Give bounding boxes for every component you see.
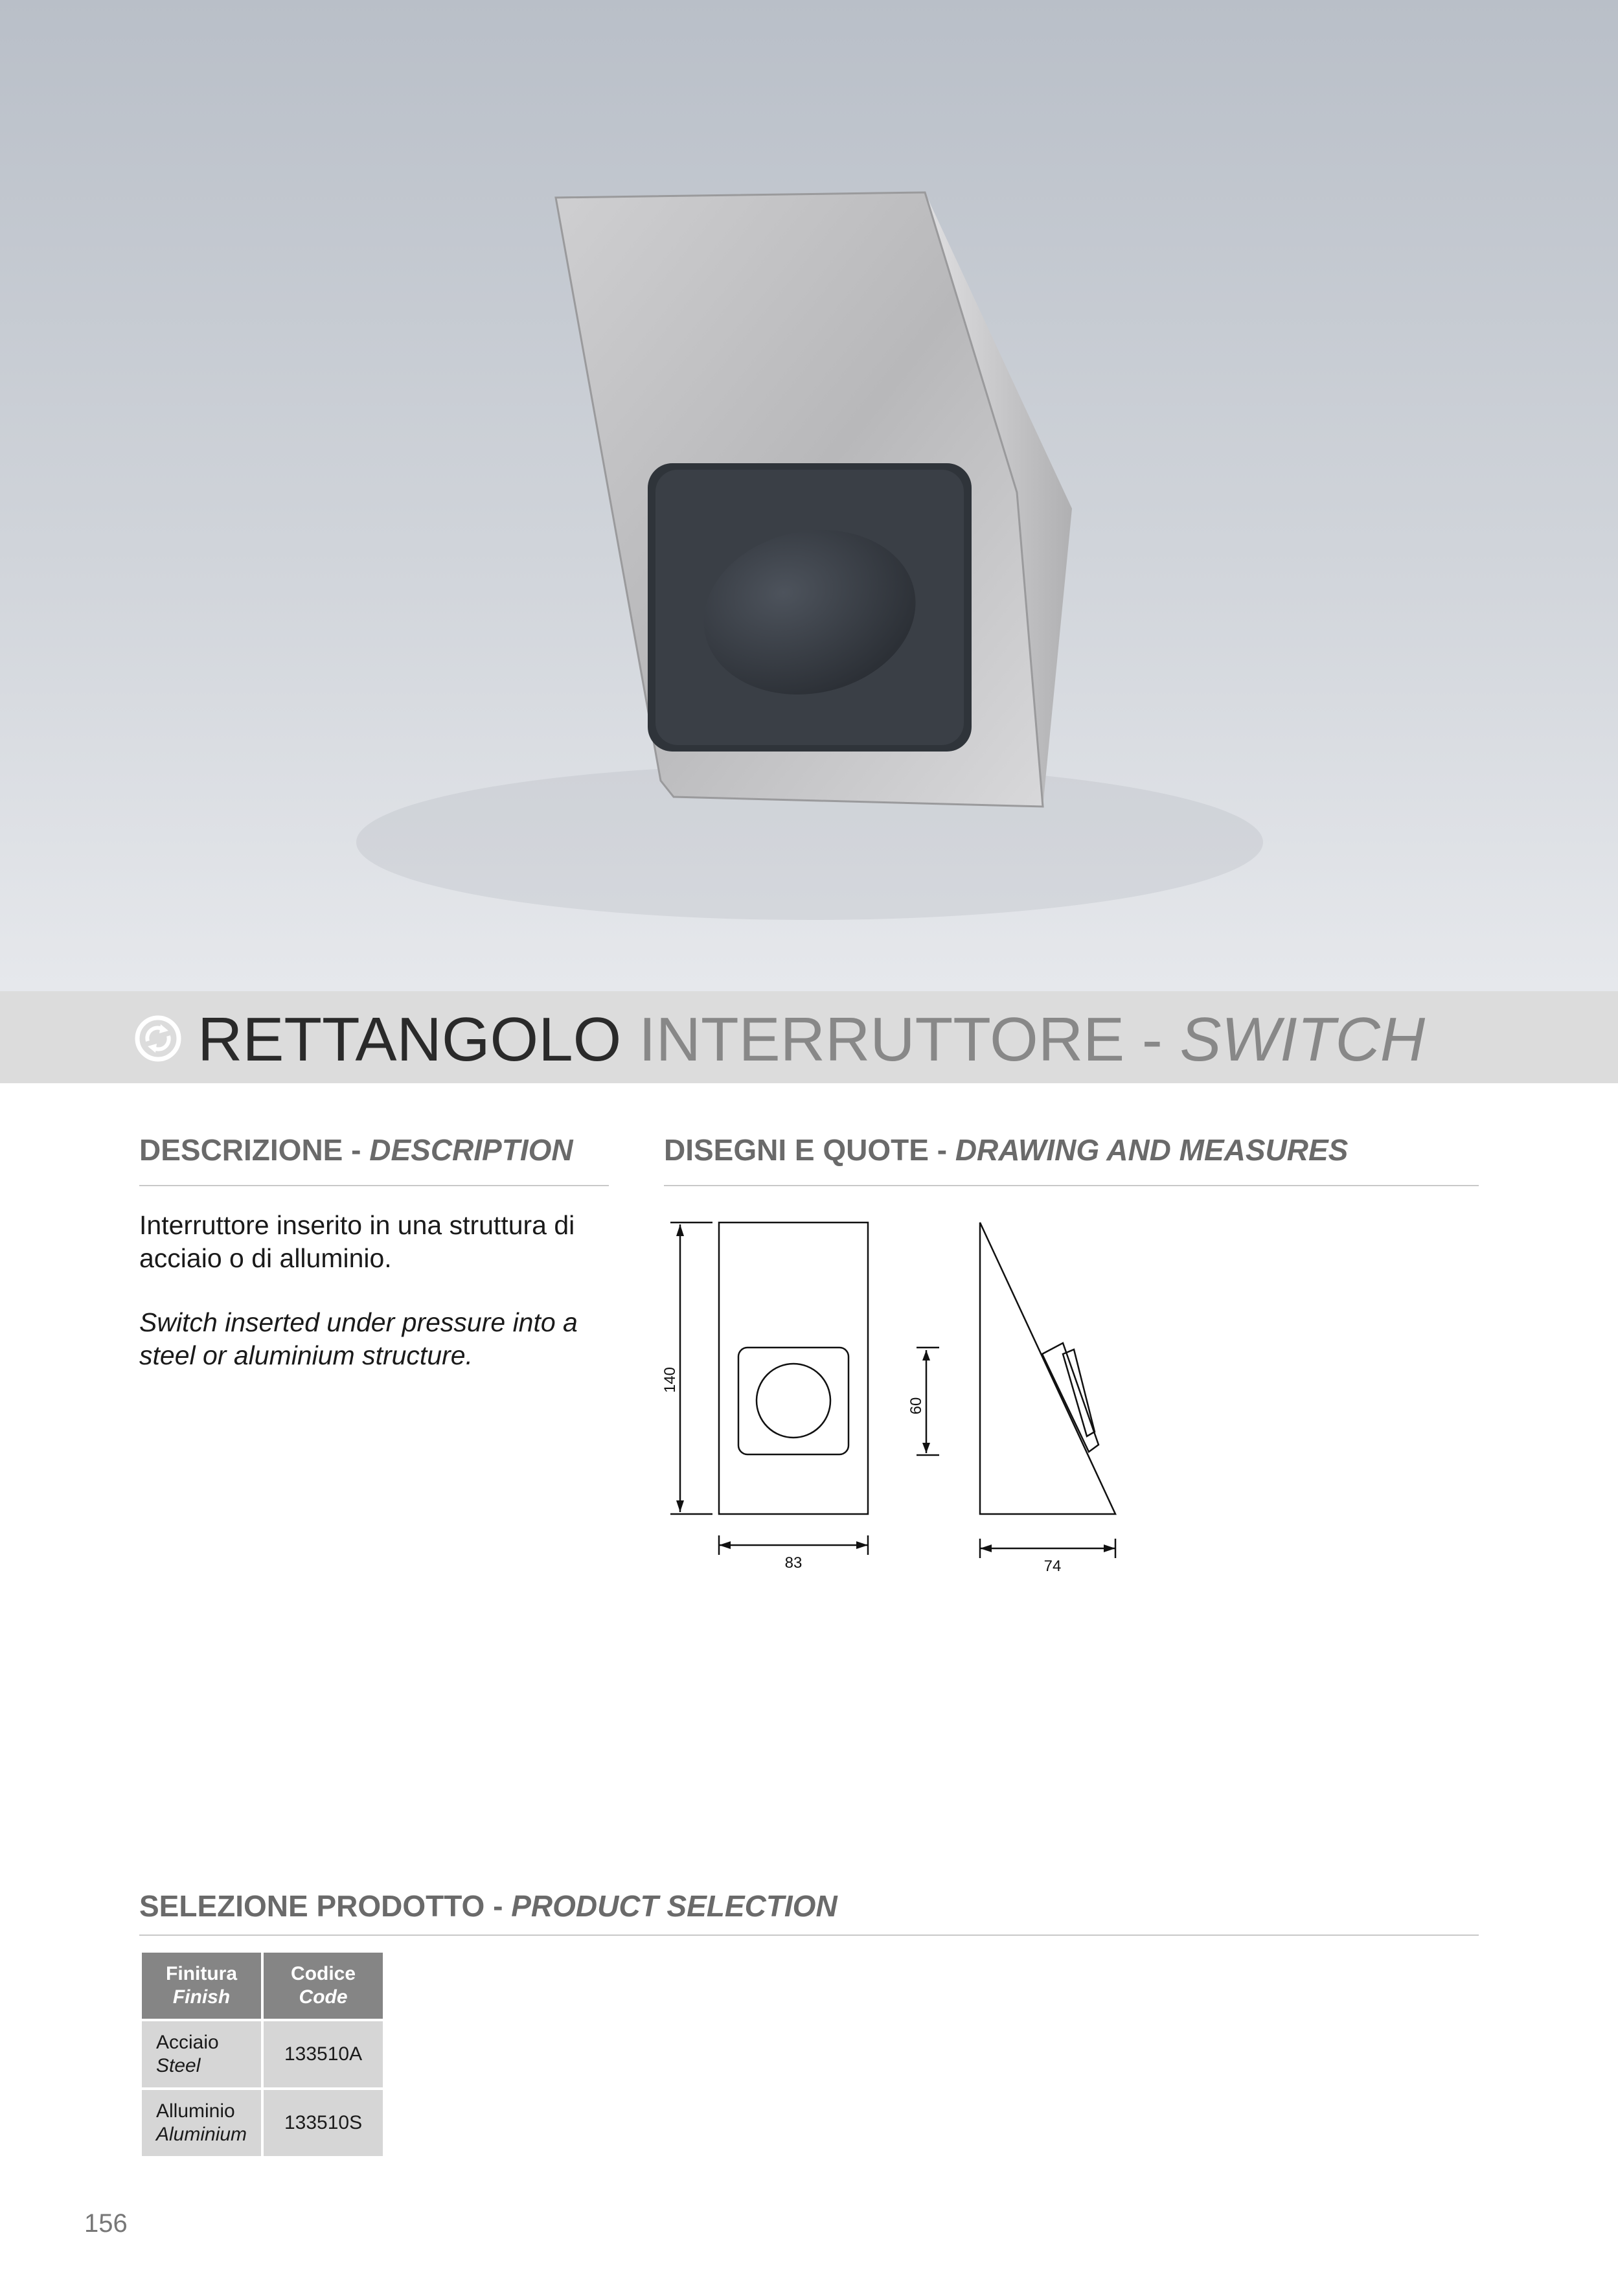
drawing-heading (664, 1131, 1348, 1169)
recycle-arrows-icon (135, 1015, 181, 1062)
row-finish (142, 2021, 261, 2087)
header-finish (142, 1953, 261, 2019)
selection-heading (139, 1887, 837, 1925)
row-code: 133510S (264, 2090, 383, 2156)
row-finish (142, 2090, 261, 2156)
title-part3: SWITCH (1179, 1005, 1426, 1074)
finish-it: Alluminio (156, 2100, 235, 2122)
product-table (139, 1950, 385, 2159)
description-rule (139, 1185, 609, 1186)
drawing-rule (664, 1185, 1479, 1186)
finish-it: Acciaio (156, 2032, 219, 2053)
table-header-row (142, 1953, 383, 2019)
dim-height-label: 140 (661, 1366, 679, 1394)
selection-heading-it: SELEZIONE PRODOTTO - (139, 1889, 503, 1923)
drawing-heading-en: DRAWING AND MEASURES (955, 1133, 1349, 1167)
header-finish-en: Finish (172, 1986, 231, 2008)
front-view-outline (719, 1223, 868, 1514)
product-photo (0, 0, 1618, 991)
selection-rule (139, 1934, 1479, 1936)
finish-en: Steel (156, 2055, 201, 2076)
description-heading (139, 1131, 573, 1169)
table-row (142, 2090, 383, 2156)
row-code: 133510A (264, 2021, 383, 2087)
page-number: 156 (84, 2209, 128, 2238)
side-view-knob (1063, 1349, 1095, 1436)
selection-heading-en: PRODUCT SELECTION (511, 1889, 837, 1923)
header-code-it: Codice (291, 1963, 356, 1984)
title-part1: RETTANGOLO (198, 1005, 622, 1074)
header-finish-it: Finitura (166, 1963, 238, 1984)
dim-depth-label: 74 (1043, 1557, 1062, 1575)
table-row (142, 2021, 383, 2087)
description-text-it: Interruttore inserito in una struttura di acciaio o di alluminio. (139, 1210, 575, 1273)
side-view-outline (980, 1223, 1115, 1514)
header-code (264, 1953, 383, 2019)
page-title (198, 998, 1425, 1082)
drawing-heading-it: DISEGNI E QUOTE - (664, 1133, 948, 1167)
description-text-en: Switch inserted under pressure into a steel or aluminium structure. (139, 1307, 578, 1370)
description-heading-en: DESCRIPTION (369, 1133, 573, 1167)
technical-drawing (648, 1205, 1166, 1594)
finish-en: Aluminium (156, 2124, 247, 2145)
dim-button-label: 60 (907, 1397, 925, 1415)
description-heading-it: DESCRIZIONE - (139, 1133, 361, 1167)
header-code-en: Code (299, 1986, 348, 2008)
dim-width-label: 83 (784, 1554, 803, 1572)
title-part2: INTERRUTTORE - (638, 1005, 1163, 1074)
side-view-switch (1042, 1343, 1099, 1452)
front-view-knob (757, 1364, 830, 1438)
